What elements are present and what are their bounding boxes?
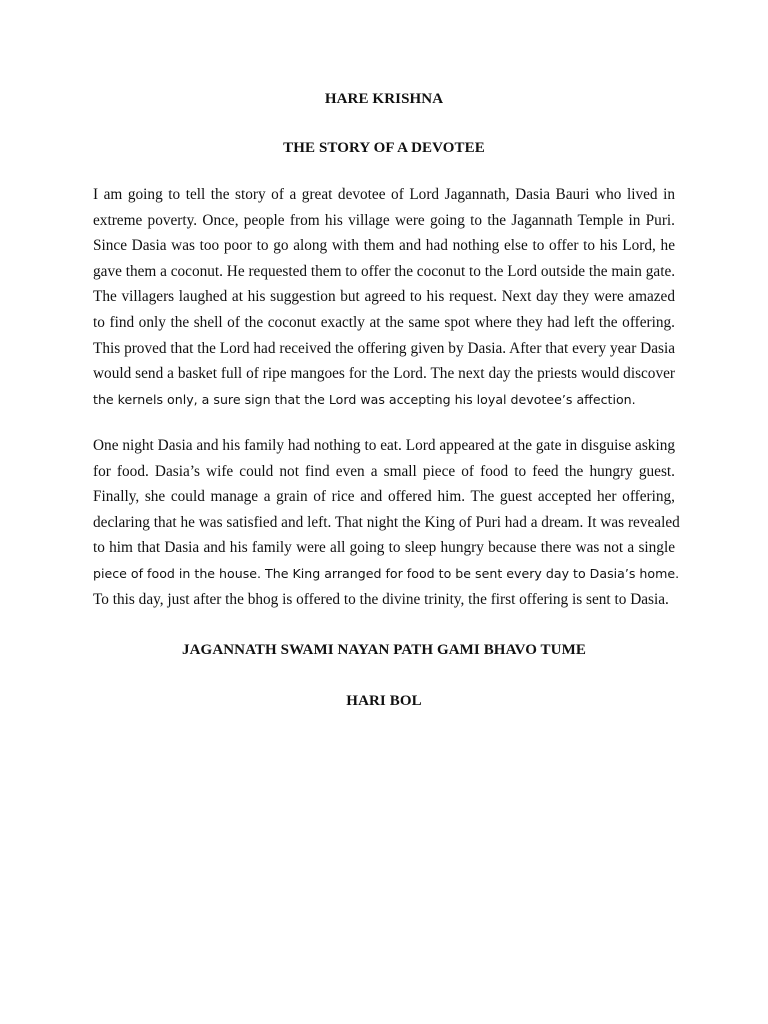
paragraph-1-line: to find only the shell of the coconut exactly at the same spot where they had left the offering. [93,313,675,331]
paragraph-1-line: I am going to tell the story of a great devotee of Lord Jagannath, Dasia Bauri who lived in [93,186,675,203]
paragraph-1 [93,182,675,412]
paragraph-2-line: to him that Dasia and his family were all going to sleep hungry because there was not a single [93,539,675,557]
heading-story-title: THE STORY OF A DEVOTEE [283,140,485,156]
paragraph-1-line: Since Dasia was too poor to go along with them and had nothing else to offer to his Lord, he [93,237,675,255]
closing-chant: JAGANNATH SWAMI NAYAN PATH GAMI BHAVO TUME [182,642,586,658]
heading-hare-krishna: HARE KRISHNA [324,91,444,107]
paragraph-2-line: declaring that he was satisfied and left. That night the King of Puri had a dream. It was revealed [93,513,680,531]
paragraph-2 [93,433,680,612]
paragraph-1-line: gave them a coconut. He requested them to offer the coconut to the Lord outside the main gate. [93,262,676,280]
paragraph-2-line: piece of food in the house. The King arranged for food to be sent every day to Dasia’s home. [93,565,680,581]
paragraph-2-line: Finally, she could manage a grain of rice and offered him. The guest accepted her offering, [93,488,675,506]
paragraph-1-line: This proved that the Lord had received the offering given by Dasia. After that every year Dasia [93,339,675,357]
paragraph-2-line: To this day, just after the bhog is offered to the divine trinity, the first offering is sent to Dasia. [93,590,669,608]
paragraph-2-line: One night Dasia and his family had nothing to eat. Lord appeared at the gate in disguise asking [93,437,675,454]
paragraph-2-line: for food. Dasia’s wife could not find even a small piece of food to feed the hungry guest. [93,462,675,480]
closing-hari-bol: HARI BOL [346,693,422,709]
paragraph-1-line: extreme poverty. Once, people from his village were going to the Jagannath Temple in Puri. [93,211,675,229]
paragraph-1-line: the kernels only, a sure sign that the Lord was accepting his loyal devotee’s affection. [93,391,636,407]
paragraph-1-line: would send a basket full of ripe mangoes for the Lord. The next day the priests would discover [93,365,675,383]
paragraph-1-line: The villagers laughed at his suggestion but agreed to his request. Next day they were amazed [93,288,675,306]
